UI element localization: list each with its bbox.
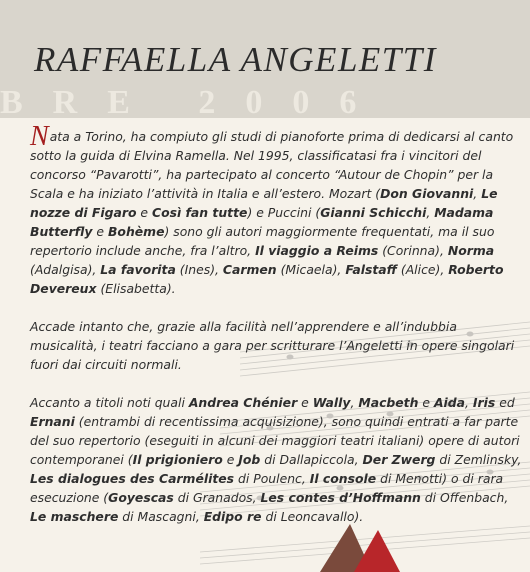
- text-segment: di Granados,: [173, 490, 261, 505]
- opera-title: Il console: [309, 471, 377, 486]
- text-segment: e: [222, 452, 239, 467]
- opera-title: Le maschere: [30, 509, 119, 524]
- opera-title: La favorita: [100, 262, 176, 277]
- text-segment: (entrambi di recentissima acquisizione), sono quindi entrati a far parte del suo repertorio (eseguiti in alcuni dei maggiori teatri italiani) opere di autori contemporanei (: [30, 414, 520, 467]
- text-segment: di Offenbach,: [420, 490, 509, 505]
- opera-title: Roberto Devereux: [30, 262, 504, 296]
- text-segment: ,: [473, 186, 482, 201]
- text-segment: ,: [426, 205, 435, 220]
- opera-title: Edipo re: [203, 509, 262, 524]
- opera-title: Così fan tutte: [152, 205, 248, 220]
- opera-title: Ernani: [30, 414, 75, 429]
- text-segment: ed: [495, 395, 515, 410]
- text-segment: di Menotti) o di rara esecuzione (: [30, 471, 504, 505]
- opera-title: Falstaff: [345, 262, 397, 277]
- background-stripe-text: BRE 2006: [0, 84, 387, 121]
- text-segment: (Elisabetta).: [96, 281, 176, 296]
- text-segment: e: [418, 395, 434, 410]
- opera-title: Les dialogues des Carmélites: [30, 471, 235, 486]
- text-segment: di Poulenc,: [234, 471, 310, 486]
- text-segment: di Mascagni,: [118, 509, 204, 524]
- text-segment: di Zemlinsky,: [435, 452, 522, 467]
- text-segment: di Leoncavallo).: [261, 509, 364, 524]
- opera-title: Norma: [447, 243, 495, 258]
- text-segment: ,: [465, 395, 473, 410]
- text-segment: e: [136, 205, 152, 220]
- paragraph-1: [30, 121, 525, 298]
- opera-title: Il prigioniero: [132, 452, 223, 467]
- text-segment: Accanto a titoli noti quali: [30, 395, 189, 410]
- opera-title: Der Zwerg: [362, 452, 436, 467]
- opera-title: Don Giovanni: [380, 186, 474, 201]
- text-segment: (Corinna),: [378, 243, 448, 258]
- text-segment: ,: [350, 395, 359, 410]
- drop-cap: N: [30, 121, 49, 152]
- opera-title: Gianni Schicchi: [320, 205, 427, 220]
- text-segment: e: [92, 224, 108, 239]
- text-segment: (Ines),: [175, 262, 223, 277]
- text-segment: e: [297, 395, 313, 410]
- opera-title: Il viaggio a Reims: [255, 243, 379, 258]
- opera-title: Macbeth: [358, 395, 419, 410]
- opera-title: Carmen: [222, 262, 277, 277]
- opera-title: Bohème: [107, 224, 165, 239]
- paragraph-3: [30, 393, 525, 526]
- text-segment: (Adalgisa),: [30, 262, 101, 277]
- text-segment: ata a Torino, ha compiuto gli studi di pianoforte prima di dedicarsi al canto sotto la guida di Elvina Ramella. Nel 1995, classificatasi fra i vincitori del concorso “Pavarotti”, ha partecipato al concerto “Autour de Chopin” per la Scala e ha iniziato l’attività in Italia e all’estero. Mozart (: [30, 129, 514, 201]
- text-segment: (Alice),: [396, 262, 449, 277]
- opera-title: Goyescas: [108, 490, 174, 505]
- page-title: RAFFAELLA ANGELETTI: [34, 40, 437, 79]
- opera-title: Andrea Chénier: [188, 395, 298, 410]
- opera-title: Madama Butterfly: [30, 205, 494, 239]
- opera-title: Les contes d’Hoffmann: [260, 490, 421, 505]
- opera-title: Job: [238, 452, 261, 467]
- text-segment: (Micaela),: [276, 262, 346, 277]
- text-segment: di Dallapiccola,: [260, 452, 363, 467]
- biography-text: [30, 121, 525, 526]
- opera-title: Iris: [472, 395, 496, 410]
- opera-title: Le nozze di Figaro: [30, 186, 498, 220]
- text-segment: Accade intanto che, grazie alla facilità nell’apprendere e all’indubbia musicalità, i teatri facciano a gara per scritturare l’Angeletti in opere singolari fuori dai circuiti normali.: [30, 319, 515, 372]
- opera-title: Aida: [433, 395, 466, 410]
- text-segment: ) sono gli autori maggiormente frequentati, ma il suo repertorio include anche, fra l’altro,: [30, 224, 495, 258]
- text-segment: ) e Puccini (: [247, 205, 321, 220]
- opera-title: Wally: [312, 395, 351, 410]
- paragraph-2: [30, 317, 525, 374]
